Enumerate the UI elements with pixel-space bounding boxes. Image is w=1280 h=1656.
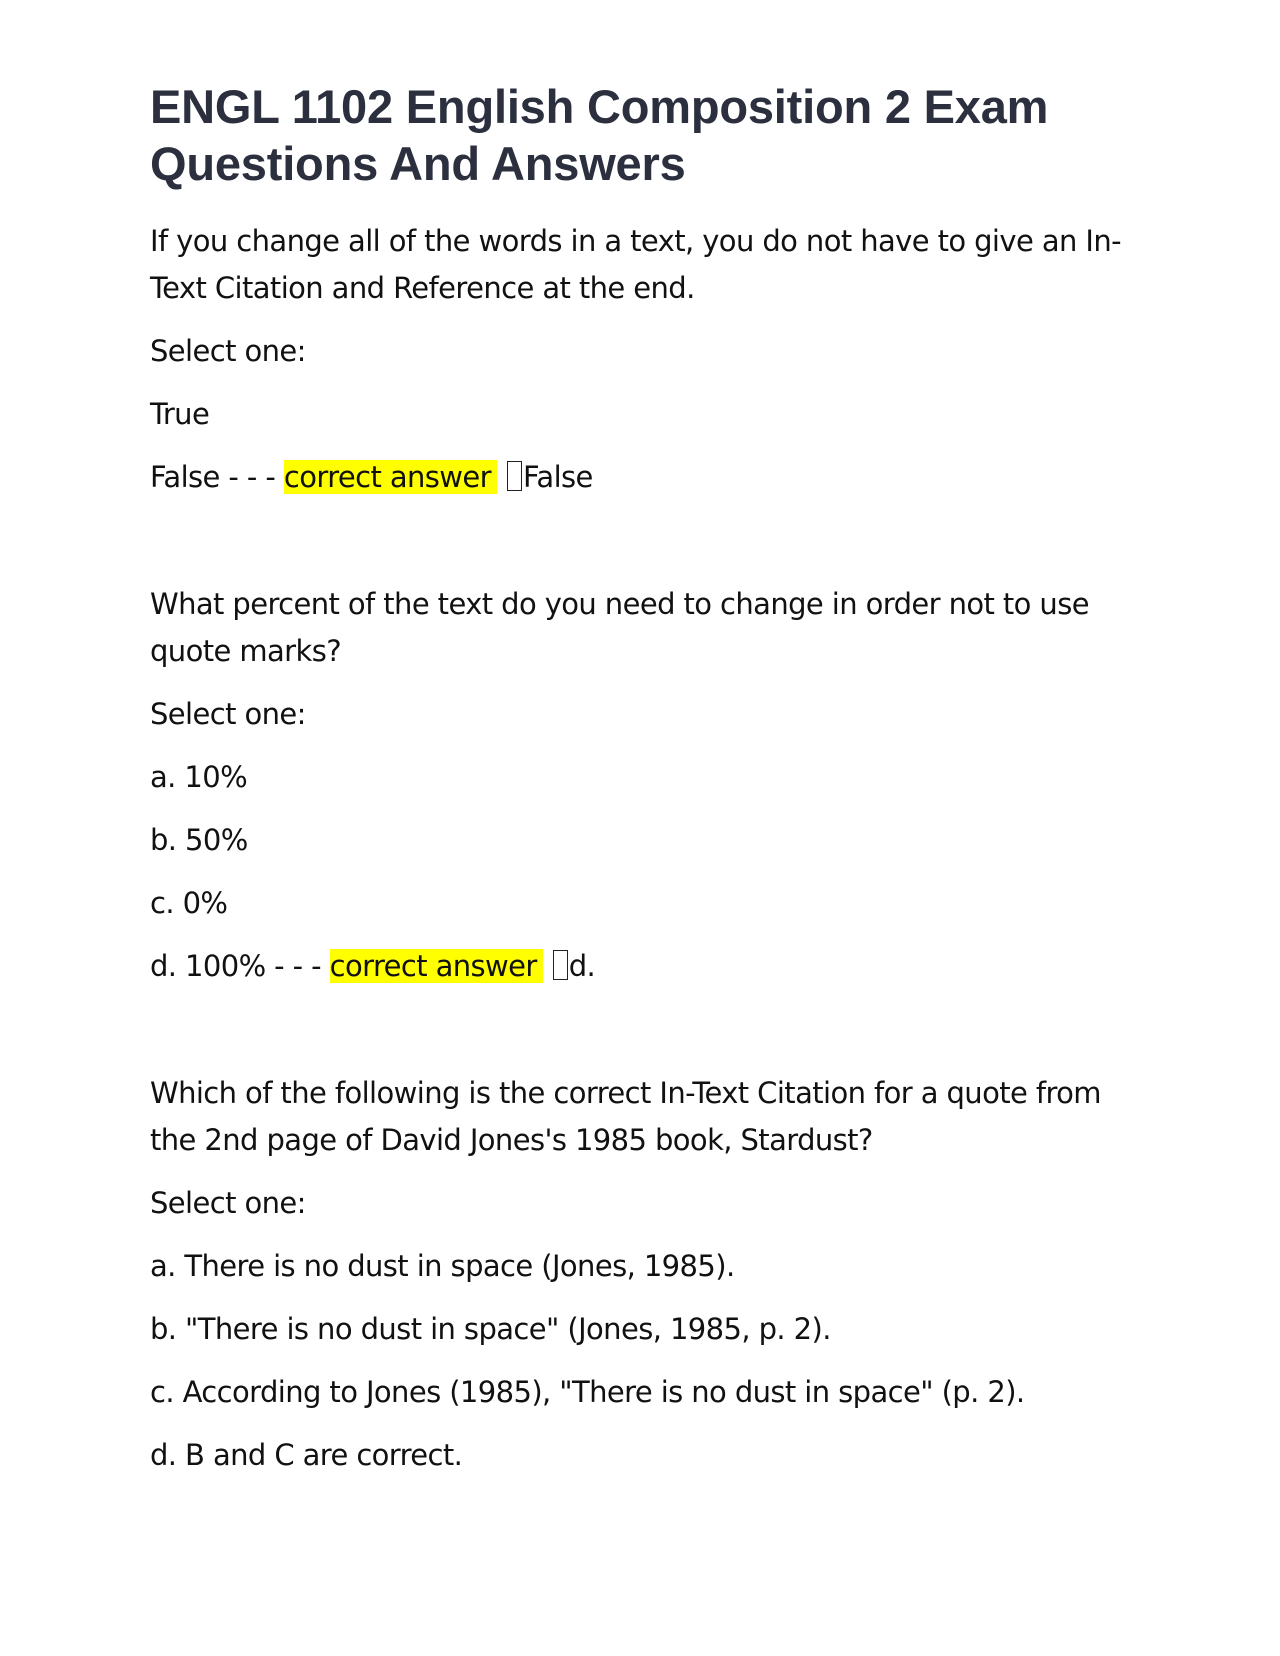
correct-answer-highlight: correct answer — [284, 460, 497, 494]
answer-separator: - - - — [265, 949, 330, 983]
answer-repeat: d. — [568, 949, 596, 983]
question-prompt: Which of the following is the correct In-Text Citation for a quote from the 2nd page of David Jones's 1985 book, Stardust? — [150, 1076, 1101, 1157]
option-item: a. There is no dust in space (Jones, 1985). — [150, 1249, 735, 1283]
answer-option: False — [150, 460, 220, 494]
answer-option: d. 100% — [150, 949, 266, 983]
option-item: b. "There is no dust in space" (Jones, 1985, p. 2). — [150, 1312, 831, 1346]
option-item: c. 0% — [150, 886, 228, 920]
answer-separator: - - - — [219, 460, 284, 494]
option-item: b. 50% — [150, 823, 248, 857]
question-prompt: If you change all of the words in a text, you do not have to give an In-Text Citation and Reference at the end. — [150, 224, 1121, 305]
question-2 — [150, 581, 1130, 990]
select-label: Select one: — [150, 334, 306, 368]
document-page — [150, 78, 1130, 1479]
answer-repeat: False — [523, 460, 593, 494]
select-label: Select one: — [150, 697, 306, 731]
answer-line — [150, 454, 1130, 501]
question-1 — [150, 218, 1130, 501]
missing-glyph-box-icon — [553, 950, 568, 980]
select-label: Select one: — [150, 1186, 306, 1220]
answer-line — [150, 943, 1130, 990]
option-item: d. B and C are correct. — [150, 1438, 463, 1472]
correct-answer-highlight: correct answer — [330, 949, 543, 983]
missing-glyph-box-icon — [507, 461, 522, 491]
option-item: True — [150, 397, 210, 431]
option-item: c. According to Jones (1985), "There is no dust in space" (p. 2). — [150, 1375, 1025, 1409]
document-title: ENGL 1102 English Composition 2 Exam Questions And Answers — [150, 80, 1049, 190]
option-item: a. 10% — [150, 760, 248, 794]
question-prompt: What percent of the text do you need to change in order not to use quote marks? — [150, 587, 1089, 668]
question-3 — [150, 1070, 1130, 1479]
